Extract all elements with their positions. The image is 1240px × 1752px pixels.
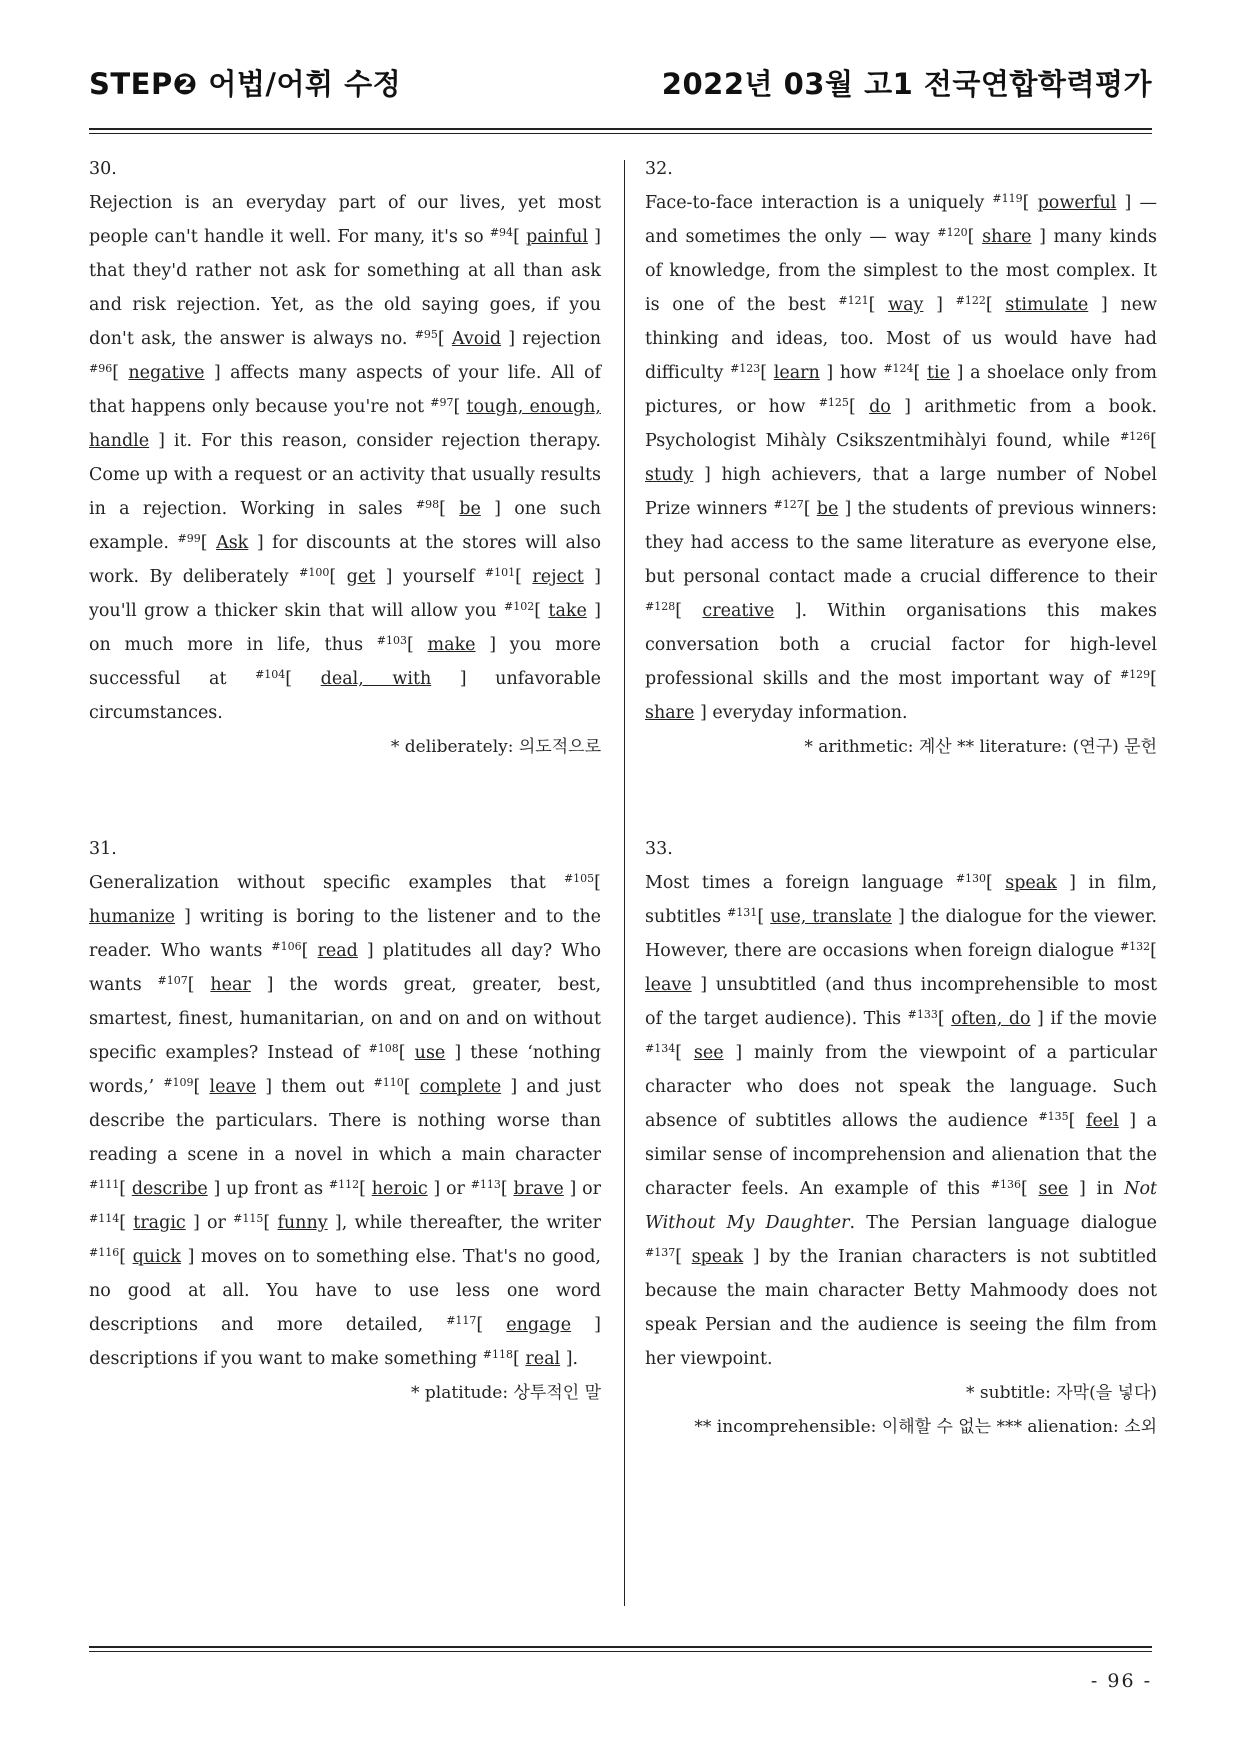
question-number: 30. — [89, 159, 117, 179]
footnote: * subtitle: 자막(을 넣다) — [966, 1383, 1157, 1403]
header-step-title: STEP❷ 어법/어휘 수정 — [89, 67, 402, 101]
question-33 — [645, 832, 1157, 1444]
header-rule-thin — [89, 133, 1152, 134]
question-number: 32. — [645, 159, 673, 179]
footnote: * arithmetic: 계산 ** literature: (연구) 문헌 — [804, 737, 1157, 757]
question-passage: Face-to-face interaction is a uniquely $^{\#119}$[ powerful ] — and sometimes the only — way $^{\#120}$[ share ] many kinds of knowledge, from the simplest to the most complex. It is one of the best $^{\#121}$[ way ] $^{\#122}$[ stimulate ] new thinking and ideas, too. Most of us would have had difficulty $^{\#123}$[ learn ] how $^{\#124}$[ tie ] a shoelace only from pictures, or how $^{\#125}$[ do ] arithmetic from a book. Psychologist Mihàly Csikszentmihàlyi found, while $^{\#126}$[ study ] high achievers, that a large number of Nobel Prize winners $^{\#127}$[ be ] the students of previous winners: they had access to the same literature as everyone else, but personal contact made a crucial difference to their $^{\#128}$[ creative ]. Within organisations this makes conversation both a crucial factor for high-level professional skills and the most important way of $^{\#129}$[ share ] everyday information. — [645, 192, 1158, 723]
footer-rule-thick — [89, 1646, 1152, 1648]
question-30 — [89, 152, 601, 764]
header-rule-thick — [89, 128, 1152, 130]
question-31 — [89, 832, 601, 1410]
footnote: ** incomprehensible: 이해할 수 없는 *** alienation: 소외 — [694, 1417, 1157, 1437]
header-exam-title: 2022년 03월 고1 전국연합학력평가 — [661, 67, 1152, 101]
question-passage: Rejection is an everyday part of our lives, yet most people can't handle it well. For many, it's so $^{\#94}$[ painful ] that they'd rather not ask for something at all than ask and risk rejection. Yet, as the old saying goes, if you don't ask, the answer is always no. $^{\#95}$[ Avoid ] rejection $^{\#96}$[ negative ] affects many aspects of your life. All of that happens only because you're not $^{\#97}$[ tough, enough, handle ] it. For this reason, consider rejection therapy. Come up with a request or an activity that usually results in a rejection. Working in sales $^{\#98}$[ be ] one such example. $^{\#99}$[ Ask ] for discounts at the stores will also work. By deliberately $^{\#100}$[ get ] yourself $^{\#101}$[ reject ] you'll grow a thicker skin that will allow you $^{\#102}$[ take ] on much more in life, thus $^{\#103}$[ make ] you more successful at $^{\#104}$[ deal, with ] unfavorable circumstances. — [89, 193, 602, 723]
question-passage: Most times a foreign language $^{\#130}$[ speak ] in film, subtitles $^{\#131}$[ use, translate ] the dialogue for the viewer. However, there are occasions when foreign dialogue $^{\#132}$[ leave ] unsubtitled (and thus incomprehensible to most of the target audience). This $^{\#133}$[ often, do ] if the movie $^{\#134}$[ see ] mainly from the viewpoint of a particular character who does not speak the language. Such absence of subtitles allows the audience $^{\#135}$[ feel ] a similar sense of incomprehension and alienation that the character feels. An example of this $^{\#136}$[ see ] in Not Without My Daughter. The Persian language dialogue $^{\#137}$[ speak ] by the Iranian characters is not subtitled because the main character Betty Mahmoody does not speak Persian and the audience is seeing the film from her viewpoint. — [645, 872, 1158, 1369]
question-passage: Generalization without specific examples that $^{\#105}$[ humanize ] writing is boring to the listener and to the reader. Who wants $^{\#106}$[ read ] platitudes all day? Who wants $^{\#107}$[ hear ] the words great, greater, best, smartest, finest, humanitarian, on and on and on without specific examples? Instead of $^{\#108}$[ use ] these ‘nothing words,’ $^{\#109}$[ leave ] them out $^{\#110}$[ complete ] and just describe the particulars. There is nothing worse than reading a scene in a novel in which a main character $^{\#111}$[ describe ] up front as $^{\#112}$[ heroic ] or $^{\#113}$[ brave ] or $^{\#114}$[ tragic ] or $^{\#115}$[ funny ], while thereafter, the writer $^{\#116}$[ quick ] moves on to something else. That's no good, no good at all. You have to use less one word descriptions and more detailed, $^{\#117}$[ engage ] descriptions if you want to make something $^{\#118}$[ real ]. — [89, 872, 602, 1369]
film-title: Not Without My Daughter — [645, 1179, 1158, 1233]
column-divider — [624, 160, 625, 1606]
question-number: 33. — [645, 839, 673, 859]
question-number: 31. — [89, 839, 117, 859]
question-32 — [645, 152, 1157, 764]
footnote: * platitude: 상투적인 말 — [411, 1383, 601, 1403]
page-number: - 96 - — [1090, 1670, 1152, 1692]
footer-rule-thin — [89, 1651, 1152, 1652]
footnote: * deliberately: 의도적으로 — [390, 737, 601, 757]
